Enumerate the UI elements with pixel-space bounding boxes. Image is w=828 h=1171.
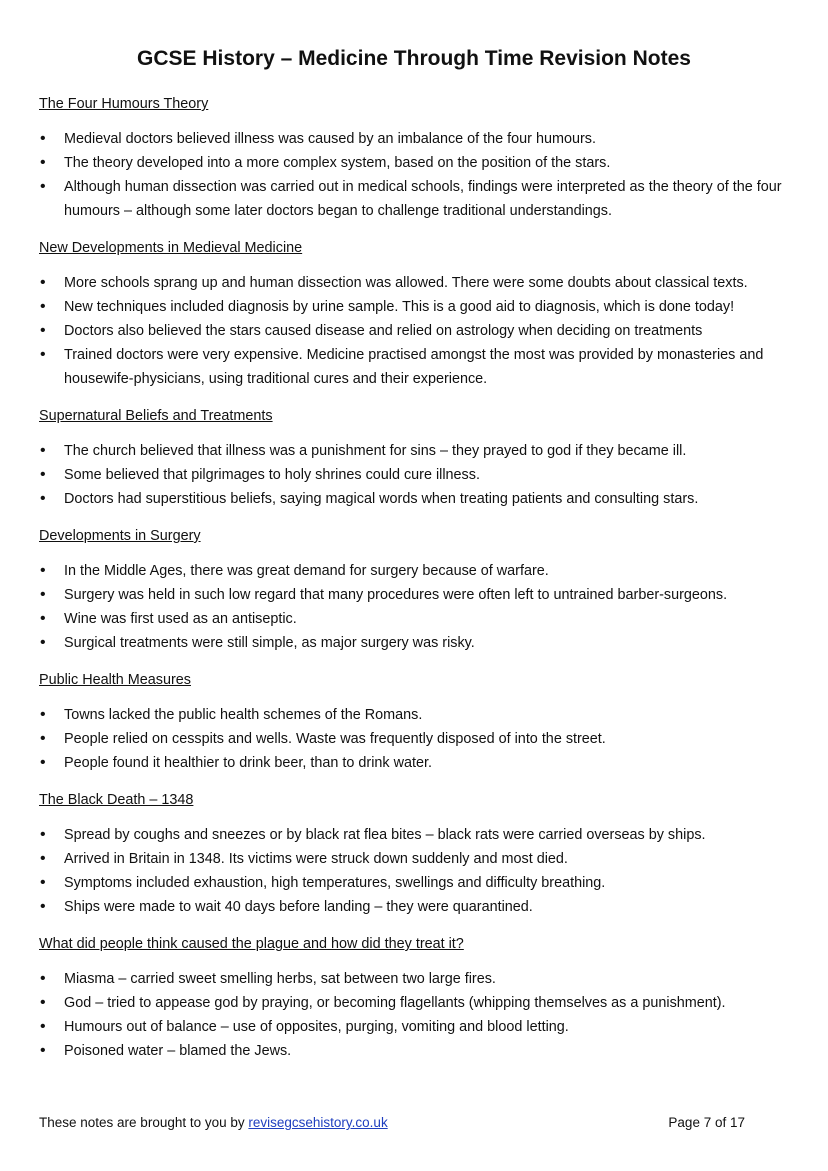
page-number: Page 7 of 17: [668, 1115, 745, 1130]
bullet-item: • Trained doctors were very expensive. Medicine practised amongst the most was provided by monasteries and housewife-physicians, using traditional cures and their experience.: [39, 343, 799, 391]
page-title: GCSE History – Medicine Through Time Revision Notes: [137, 47, 691, 70]
bullet-list: [39, 559, 799, 655]
section-heading: Public Health Measures: [39, 672, 191, 688]
section: [39, 405, 799, 511]
bullet-item: • People found it healthier to drink beer, than to drink water.: [39, 751, 799, 775]
bullet-item: • In the Middle Ages, there was great demand for surgery because of warfare.: [39, 559, 799, 583]
section: [39, 669, 799, 775]
bullet-item: • Surgery was held in such low regard that many procedures were often left to untrained barber-surgeons.: [39, 583, 799, 607]
bullet-item: • New techniques included diagnosis by urine sample. This is a good aid to diagnosis, which is done today!: [39, 295, 799, 319]
section: [39, 933, 799, 1063]
bullet-item: • Although human dissection was carried out in medical schools, findings were interpreted as the theory of the four humours – although some later doctors began to challenge traditional understandings.: [39, 175, 799, 223]
notes-body: [39, 93, 799, 1077]
footer-credit: [39, 1113, 388, 1133]
section-heading: Supernatural Beliefs and Treatments: [39, 408, 273, 424]
section: [39, 93, 799, 223]
bullet-item: • Symptoms included exhaustion, high temperatures, swellings and difficulty breathing.: [39, 871, 799, 895]
bullet-list: [39, 823, 799, 919]
bullet-item: • Towns lacked the public health schemes of the Romans.: [39, 703, 799, 727]
section-heading: What did people think caused the plague and how did they treat it?: [39, 936, 464, 952]
footer-link[interactable]: revisegcsehistory.co.uk: [248, 1115, 388, 1130]
bullet-item: • Doctors had superstitious beliefs, saying magical words when treating patients and consulting stars.: [39, 487, 799, 511]
bullet-item: • The theory developed into a more complex system, based on the position of the stars.: [39, 151, 799, 175]
bullet-item: • Miasma – carried sweet smelling herbs, sat between two large fires.: [39, 967, 799, 991]
bullet-item: • Poisoned water – blamed the Jews.: [39, 1039, 799, 1063]
bullet-list: [39, 703, 799, 775]
bullet-item: • The church believed that illness was a punishment for sins – they prayed to god if they became ill.: [39, 439, 799, 463]
bullet-list: [39, 439, 799, 511]
bullet-item: • Ships were made to wait 40 days before landing – they were quarantined.: [39, 895, 799, 919]
bullet-item: • Medieval doctors believed illness was caused by an imbalance of the four humours.: [39, 127, 799, 151]
bullet-item: • More schools sprang up and human dissection was allowed. There were some doubts about classical texts.: [39, 271, 799, 295]
bullet-list: [39, 127, 799, 223]
bullet-list: [39, 967, 799, 1063]
bullet-item: • Spread by coughs and sneezes or by black rat flea bites – black rats were carried overseas by ships.: [39, 823, 799, 847]
section: [39, 237, 799, 391]
bullet-item: • Humours out of balance – use of opposites, purging, vomiting and blood letting.: [39, 1015, 799, 1039]
section: [39, 525, 799, 655]
bullet-item: • People relied on cesspits and wells. Waste was frequently disposed of into the street.: [39, 727, 799, 751]
section-heading: The Four Humours Theory: [39, 96, 209, 112]
bullet-item: • Surgical treatments were still simple, as major surgery was risky.: [39, 631, 799, 655]
section-heading: The Black Death – 1348: [39, 792, 194, 808]
bullet-item: • Wine was first used as an antiseptic.: [39, 607, 799, 631]
section-heading: New Developments in Medieval Medicine: [39, 240, 303, 256]
bullet-list: [39, 271, 799, 391]
bullet-item: • Some believed that pilgrimages to holy shrines could cure illness.: [39, 463, 799, 487]
bullet-item: • Arrived in Britain in 1348. Its victims were struck down suddenly and most died.: [39, 847, 799, 871]
section: [39, 789, 799, 919]
section-heading: Developments in Surgery: [39, 528, 201, 544]
bullet-item: • Doctors also believed the stars caused disease and relied on astrology when deciding on treatments: [39, 319, 799, 343]
bullet-item: • God – tried to appease god by praying, or becoming flagellants (whipping themselves as a punishment).: [39, 991, 799, 1015]
footer-credit-text: These notes are brought to you by: [39, 1115, 249, 1130]
